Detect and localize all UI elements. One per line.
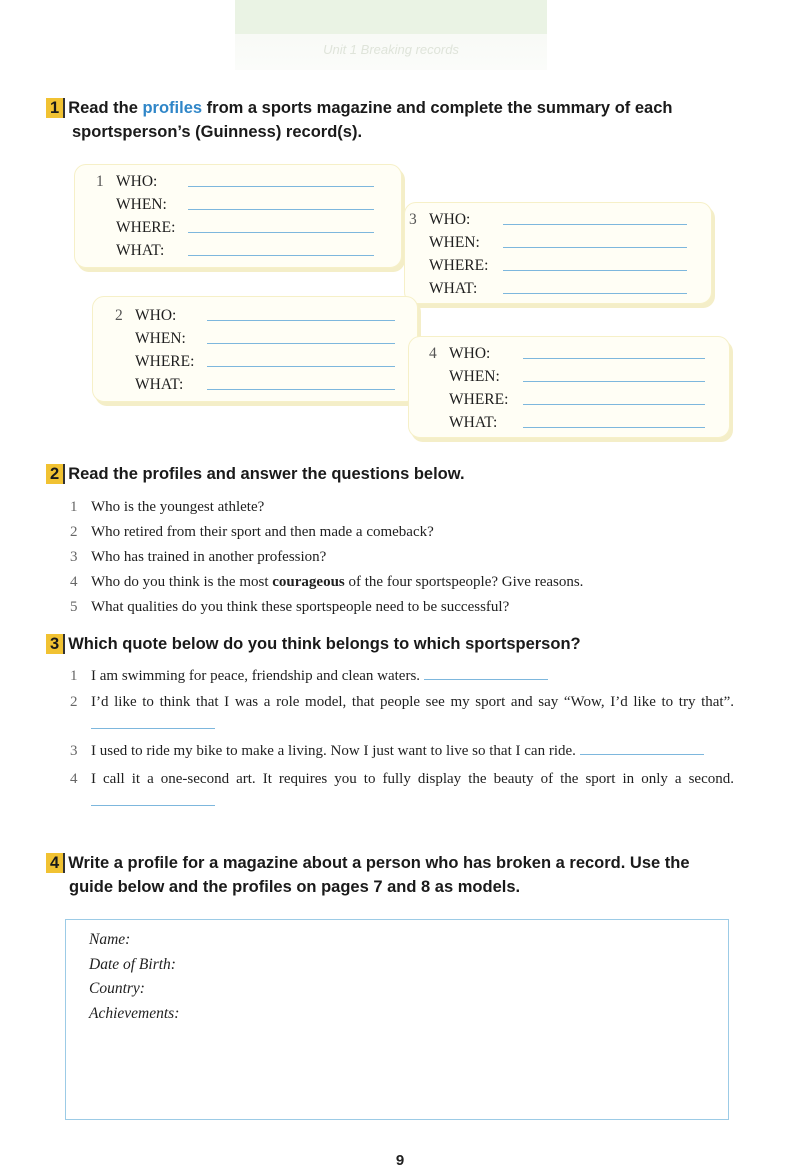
- card-1-number: 1: [96, 173, 104, 190]
- section-3-heading: [46, 632, 746, 656]
- answer-blank[interactable]: [424, 667, 548, 680]
- card-3-when-line[interactable]: [503, 247, 687, 248]
- card-2-where-line[interactable]: [207, 366, 395, 367]
- quote-text: I used to ride my bike to make a living. Now I just want to live so that I can ride.: [91, 743, 576, 759]
- card-1-label-who: WHO:: [116, 173, 158, 190]
- card-3-number: 3: [409, 211, 417, 228]
- card-1-where-line[interactable]: [188, 232, 374, 233]
- question-text: Who has trained in another profession?: [91, 549, 327, 565]
- card-2-who-line[interactable]: [207, 320, 395, 321]
- card-4-label-who: WHO:: [449, 345, 491, 362]
- card-4-what-line[interactable]: [523, 427, 705, 428]
- card-4-label-what: WHAT:: [449, 414, 498, 431]
- section-1-text-after: from a sports magazine and complete the summary of each: [202, 99, 673, 117]
- quote-text: I am swimming for peace, friendship and clean waters.: [91, 668, 421, 684]
- section-1-heading: [46, 96, 746, 144]
- card-3-label-where: WHERE:: [429, 257, 489, 274]
- card-1-label-when: WHEN:: [116, 196, 167, 213]
- section-4-line2: guide below and the profiles on pages 7 and 8 as models.: [69, 878, 521, 896]
- card-4-number: 4: [429, 345, 437, 362]
- form-field-date-of-birth: Date of Birth:: [89, 955, 176, 973]
- answer-blank[interactable]: [580, 742, 704, 755]
- card-2-number: 2: [115, 307, 123, 324]
- section-2-text: Read the profiles and answer the questions below.: [68, 465, 465, 483]
- card-3-where-line[interactable]: [503, 270, 687, 271]
- section-4-line1: Write a profile for a magazine about a person who has broken a record. Use the: [68, 854, 690, 872]
- answer-blank[interactable]: [91, 716, 215, 729]
- quote-text: I’d like to think that I was a role model, that people see my sport and say “Wow, I’d like to try that”.: [91, 694, 734, 710]
- card-4-label-where: WHERE:: [449, 391, 509, 408]
- card-1-who-line[interactable]: [188, 186, 374, 187]
- card-3-label-who: WHO:: [429, 211, 471, 228]
- unit-banner: [235, 0, 547, 70]
- section-3-text: Which quote below do you think belongs to which sportsperson?: [68, 635, 581, 653]
- list-item: 2 I’d like to think that I was a role model, that people see my sport and say “Wow, I’d like to try that”.: [70, 691, 734, 737]
- card-2-when-line[interactable]: [207, 343, 395, 344]
- profile-form-fields: [89, 928, 179, 1026]
- card-4-when-line[interactable]: [523, 381, 705, 382]
- list-item: 4 I call it a one-second art. It requires you to fully display the beauty of the sport in only a second.: [70, 768, 734, 814]
- question-text: Who retired from their sport and then made a comeback?: [91, 524, 434, 540]
- page-number: 9: [395, 1152, 405, 1169]
- section-1-number: 1: [46, 98, 65, 118]
- question-text-before: Who do you think is the most: [91, 574, 273, 590]
- list-item: 3 Who has trained in another profession?: [70, 549, 327, 565]
- card-1-label-what: WHAT:: [116, 242, 165, 259]
- card-2-what-line[interactable]: [207, 389, 395, 390]
- card-4-where-line[interactable]: [523, 404, 705, 405]
- list-item: 1 Who is the youngest athlete?: [70, 499, 265, 515]
- section-1-highlight: profiles: [142, 99, 203, 117]
- section-2-heading: [46, 462, 746, 486]
- card-3-label-what: WHAT:: [429, 280, 478, 297]
- card-3-who-line[interactable]: [503, 224, 687, 225]
- list-item: 3 I used to ride my bike to make a living. Now I just want to live so that I can ride.: [70, 740, 734, 763]
- card-1-what-line[interactable]: [188, 255, 374, 256]
- card-2-label-who: WHO:: [135, 307, 177, 324]
- form-field-name: Name:: [89, 931, 131, 948]
- card-3-what-line[interactable]: [503, 293, 687, 294]
- section-4-number: 4: [46, 853, 65, 873]
- card-1-label-where: WHERE:: [116, 219, 176, 236]
- section-1-line2: sportsperson’s (Guinness) record(s).: [72, 123, 363, 141]
- unit-title: Unit 1 Breaking records: [323, 42, 459, 57]
- card-3-label-when: WHEN:: [429, 234, 480, 251]
- quote-text: I call it a one-second art. It requires you to fully display the beauty of the sport in only a second.: [91, 771, 734, 787]
- question-bold-word: courageous: [272, 574, 345, 590]
- profile-form-box[interactable]: [65, 919, 729, 1120]
- form-field-achievements: Achievements:: [89, 1004, 180, 1022]
- card-1-when-line[interactable]: [188, 209, 374, 210]
- card-4-who-line[interactable]: [523, 358, 705, 359]
- form-field-country: Country:: [89, 980, 145, 997]
- section-3-number: 3: [46, 634, 65, 654]
- list-item: 5 What qualities do you think these sportspeople need to be successful?: [70, 599, 510, 615]
- card-2-label-where: WHERE:: [135, 353, 195, 370]
- question-text: Who is the youngest athlete?: [91, 499, 265, 515]
- question-text: What qualities do you think these sportspeople need to be successful?: [91, 599, 510, 615]
- section-1-text-before: Read the: [68, 99, 143, 117]
- section-3-quotes: [70, 665, 734, 814]
- section-4-heading: [46, 851, 746, 899]
- list-item: 4 Who do you think is the most courageous of the four sportspeople? Give reasons.: [70, 574, 584, 590]
- card-2-label-when: WHEN:: [135, 330, 186, 347]
- section-2-number: 2: [46, 464, 65, 484]
- list-item: 2 Who retired from their sport and then made a comeback?: [70, 524, 434, 540]
- list-item: 1 I am swimming for peace, friendship and clean waters.: [70, 665, 734, 688]
- section-2-questions: [70, 495, 734, 620]
- card-2-label-what: WHAT:: [135, 376, 184, 393]
- card-4-label-when: WHEN:: [449, 368, 500, 385]
- answer-blank[interactable]: [91, 793, 215, 806]
- question-text-after: of the four sportspeople? Give reasons.: [344, 574, 584, 590]
